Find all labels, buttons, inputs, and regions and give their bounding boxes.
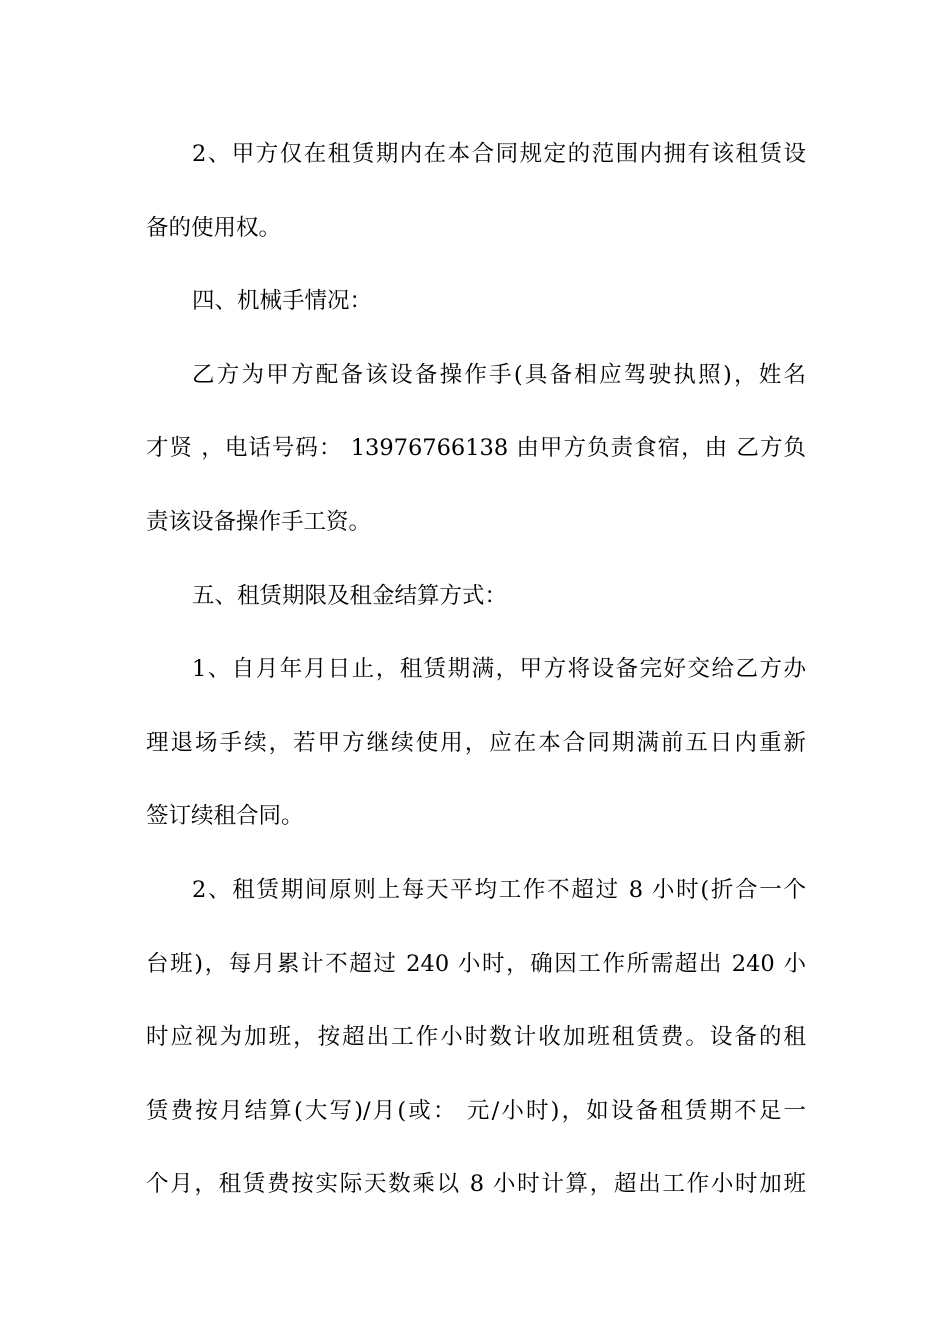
paragraph-line: 备的使用权。	[146, 214, 282, 241]
paragraph-line: 个月，租赁费按实际天数乘以 8 小时计算，超出工作小时加班	[146, 1171, 806, 1198]
paragraph-line: 2、甲方仅在租赁期内在本合同规定的范围内拥有该租赁设	[192, 141, 806, 167]
section-heading: 五、租赁期限及租金结算方式：	[192, 582, 508, 609]
paragraph-line: 1、自月年月日止，租赁期满，甲方将设备完好交给乙方办	[192, 656, 806, 683]
paragraph-line: 台班)，每月累计不超过 240 小时，确因工作所需超出 240 小	[146, 950, 806, 977]
paragraph-line: 责该设备操作手工资。	[146, 508, 372, 535]
paragraph-line: 理退场手续，若甲方继续使用，应在本合同期满前五日内重新	[146, 729, 806, 756]
paragraph-line: 才贤 ，电话号码： 13976766138 由甲方负责食宿，由 乙方负	[146, 435, 806, 462]
paragraph-line: 赁费按月结算(大写)/月(或： 元/小时)，如设备租赁期不足一	[146, 1097, 806, 1124]
paragraph-line: 时应视为加班，按超出工作小时数计收加班租赁费。设备的租	[146, 1024, 806, 1051]
paragraph-line: 签订续租合同。	[146, 803, 304, 830]
section-heading: 四、机械手情况：	[192, 288, 373, 315]
paragraph-line: 乙方为甲方配备该设备操作手(具备相应驾驶执照)，姓名	[192, 361, 806, 388]
document-body	[146, 118, 806, 1222]
paragraph-line: 2、租赁期间原则上每天平均工作不超过 8 小时(折合一个	[192, 876, 806, 903]
